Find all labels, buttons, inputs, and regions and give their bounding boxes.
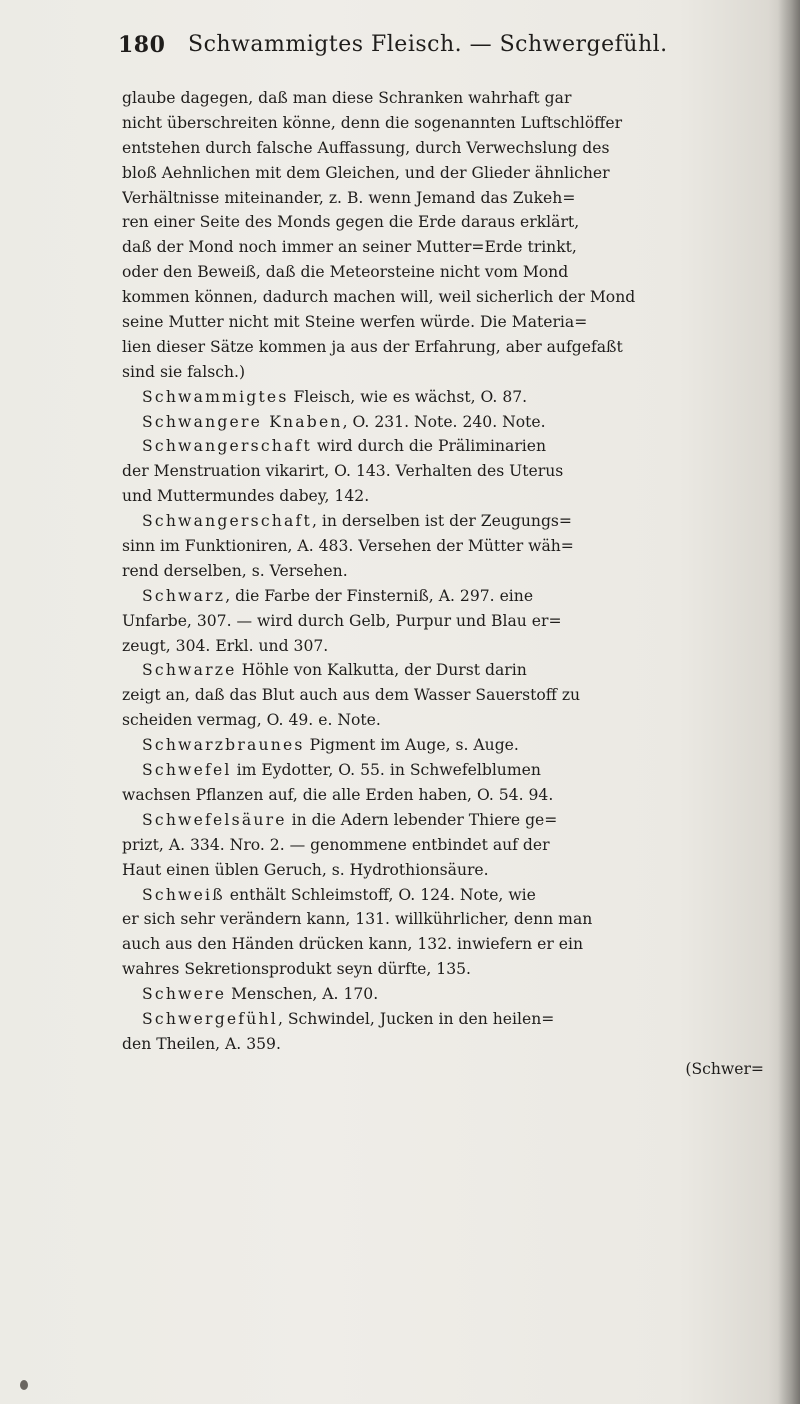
text-line: Unfarbe, 307. — wird durch Gelb, Purpur und Blau er= [122,611,562,630]
index-text [122,86,784,1082]
text-line: oder den Beweiß, daß die Meteorsteine nicht vom Mond [122,263,569,282]
page-number: 180 [118,32,166,58]
entry-headword: Schweiß [142,885,225,904]
entry-headword: Schwangerschaft [142,437,312,456]
text-line: zeigt an, daß das Blut auch aus dem Wasser Sauerstoff zu [122,686,581,705]
text-line: daß der Mond noch immer an seiner Mutter=Erde trinkt, [122,238,577,257]
text-line: sinn im Funktioniren, A. 483. Versehen der Mütter wäh= [122,537,574,556]
text-line: den Theilen, A. 359. [122,1034,281,1053]
text-line: der Menstruation vikarirt, O. 143. Verhalten des Uterus [122,462,564,481]
text-line: wachsen Pflanzen auf, die alle Erden haben, O. 54. 94. [122,785,554,804]
text-line: prizt, A. 334. Nro. 2. — genommene entbindet auf der [122,835,550,854]
running-header [118,28,758,68]
page-edge-shadow [778,0,800,1404]
index-entry-line: Schwergefühl, Schwindel, Jucken in den heilen= [142,1009,555,1028]
catchword: (Schwer= [685,1059,764,1078]
entry-headword: Schwangerschaft [142,512,312,531]
text-line: ren einer Seite des Monds gegen die Erde daraus erklärt, [122,213,580,232]
text-line: seine Mutter nicht mit Steine werfen würde. Die Materia= [122,313,588,332]
text-line: nicht überschreiten könne, denn die sogenannten Luftschlöffer [122,113,623,132]
index-entry-line: Schwere Menschen, A. 170. [142,985,379,1004]
text-line: bloß Aehnlichen mit dem Gleichen, und der Glieder ähnlicher [122,163,610,182]
index-entry-line: Schweiß enthält Schleimstoff, O. 124. Note, wie [142,885,536,904]
index-entry-line: Schwangere Knaben, O. 231. Note. 240. Note. [142,412,546,431]
index-entry-line: Schwefelsäure in die Adern lebender Thiere ge= [142,810,558,829]
entry-headword: Schwefel [142,761,232,780]
index-entry-line: Schwammigtes Fleisch, wie es wächst, O. 87. [142,387,528,406]
text-line: sind sie falsch.) [122,362,246,381]
text-line: wahres Sekretionsprodukt seyn dürfte, 135. [122,960,472,979]
entry-headword: Schwefelsäure [142,810,287,829]
index-entry-line: Schwarz, die Farbe der Finsterniß, A. 297. eine [142,586,534,605]
entry-headword: Schwarze [142,661,237,680]
text-line: auch aus den Händen drücken kann, 132. inwiefern er ein [122,935,583,954]
text-line: scheiden vermag, O. 49. e. Note. [122,711,381,730]
index-entry-line: Schwangerschaft wird durch die Präliminarien [142,437,547,456]
text-line: Verhältnisse miteinander, z. B. wenn Jemand das Zukeh= [122,188,576,207]
text-line: lien dieser Sätze kommen ja aus der Erfahrung, aber aufgefaßt [122,337,623,356]
entry-headword: Schwere [142,985,227,1004]
text-line: rend derselben, s. Versehen. [122,561,348,580]
index-entry-line: Schwarzbraunes Pigment im Auge, s. Auge. [142,736,519,755]
text-line: und Muttermundes dabey, 142. [122,487,370,506]
ink-blot [20,1380,28,1390]
index-entry-line: Schwefel im Eydotter, O. 55. in Schwefelblumen [142,761,541,780]
entry-headword: Schwarz [142,586,226,605]
running-title: Schwammigtes Fleisch. — Schwergefühl. [188,32,668,57]
text-line: kommen können, dadurch machen will, weil sicherlich der Mond [122,288,636,307]
text-line: entstehen durch falsche Auffassung, durch Verwechslung des [122,138,610,157]
text-line: er sich sehr verändern kann, 131. willkührlicher, denn man [122,910,593,929]
entry-headword: Schwangere Knaben [142,412,343,431]
text-line: zeugt, 304. Erkl. und 307. [122,636,329,655]
index-entry-line: Schwarze Höhle von Kalkutta, der Durst darin [142,661,527,680]
entry-headword: Schwergefühl [142,1009,278,1028]
index-entry-line: Schwangerschaft, in derselben ist der Zeugungs= [142,512,572,531]
text-line: Haut einen üblen Geruch, s. Hydrothionsäure. [122,860,489,879]
entry-headword: Schwammigtes [142,387,289,406]
text-line: glaube dagegen, daß man diese Schranken wahrhaft gar [122,89,572,107]
entry-headword: Schwarzbraunes [142,736,305,755]
